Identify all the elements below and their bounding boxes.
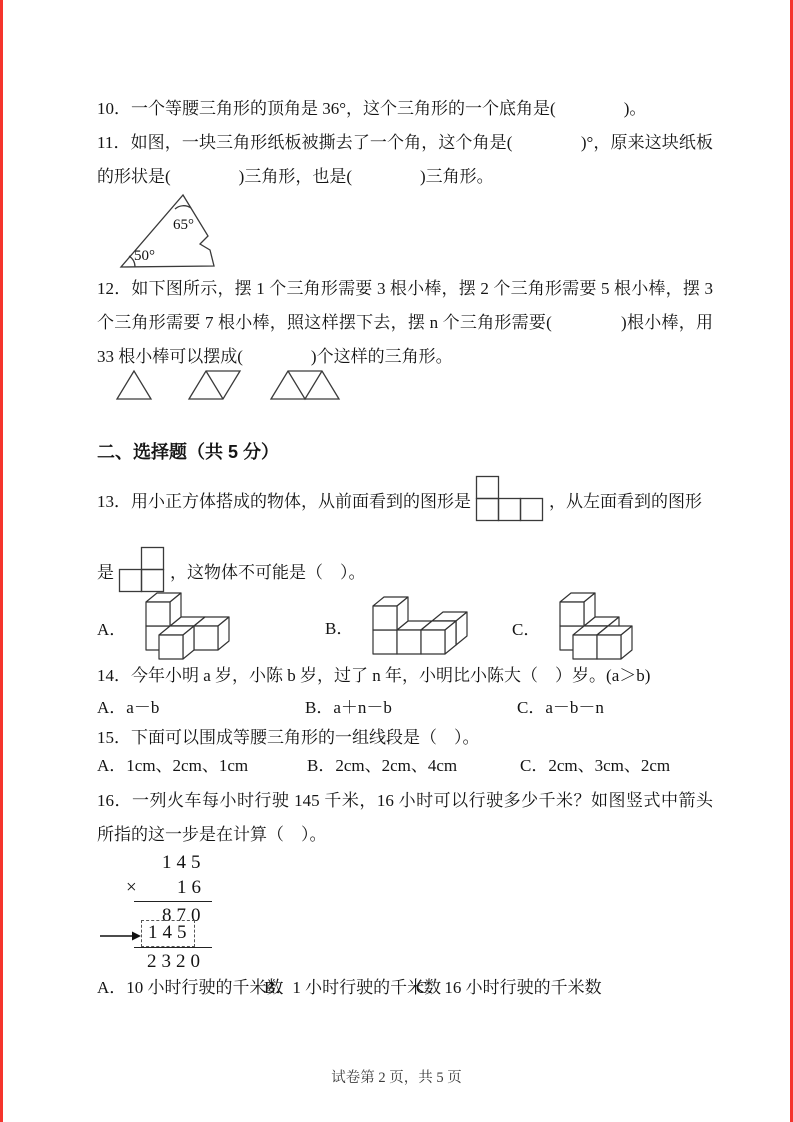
- rule-line-2: [134, 947, 212, 948]
- page-edge-left-line: [0, 0, 3, 1122]
- partial-product-1: 870: [162, 905, 206, 926]
- rule-line-1: [134, 901, 212, 902]
- final-product: 2320: [147, 951, 205, 972]
- two-triangles-figure: [187, 369, 245, 402]
- front-view-figure: [475, 475, 545, 523]
- question-14-options-row: [97, 691, 737, 725]
- stick-triangles-row: [115, 369, 343, 402]
- question-10-text: 10．一个等腰三角形的顶角是 36°，这个三角形的一个底角是( )。: [97, 99, 647, 118]
- highlighted-step-box: [141, 920, 195, 947]
- q15-option-a: A．1cm、2cm、1cm: [97, 756, 249, 775]
- question-16-options-row: [97, 971, 737, 1005]
- q15-option-c: C．2cm、3cm、2cm: [520, 756, 671, 775]
- option-a-label: A．: [97, 619, 127, 639]
- base-angle-label: 50°: [134, 248, 155, 264]
- apex-angle-arc: [175, 206, 191, 209]
- times-sign: ×: [126, 877, 142, 898]
- q14-option-c: C．a－b－n: [517, 698, 604, 717]
- question-13-line1: [97, 470, 702, 528]
- question-14-text: 14．今年小明 a 岁，小陈 b 岁，过了 n 年，小明比小陈大（ ）岁。(a＞b): [97, 666, 651, 685]
- arrow-icon: [100, 926, 142, 948]
- apex-angle-label: 65°: [173, 217, 194, 233]
- q14-option-a: A．a－b: [97, 698, 160, 717]
- partial-product-2: 145: [148, 922, 192, 943]
- question-13-part4: ，这物体不可能是（ ）。: [170, 562, 366, 582]
- one-triangle-figure: [115, 369, 155, 402]
- question-16-text: 16．一列火车每小时行驶 145 千米，16 小时可以行驶多少千米？如图竖式中箭头所指的这一步是在计算（ ）。: [97, 791, 713, 844]
- question-12-text: 12．如下图所示，摆 1 个三角形需要 3 根小棒，摆 2 个三角形需要 5 根小棒，摆 3 个三角形需要 7 根小棒，照这样摆下去，摆 n 个三角形需要( )根小棒，用 33 根小棒可以摆成( )个这样的三角形。: [97, 279, 713, 366]
- torn-triangle-figure: [110, 192, 226, 279]
- multiplier: 16: [177, 877, 206, 898]
- question-13-part2: ，从左面看到的图形: [549, 491, 702, 511]
- question-13-line2: [97, 540, 366, 600]
- question-13-part1: 13．用小正方体搭成的物体，从前面看到的图形是: [97, 491, 471, 511]
- q14-option-b: B．a＋n－b: [305, 698, 392, 717]
- q16-option-b: B．1 小时行驶的千米数: [264, 978, 442, 997]
- question-11-text: 11．如图，一块三角形纸板被撕去了一个角，这个角是( )°，原来这块纸板的形状是( )三角形，也是( )三角形。: [97, 133, 713, 186]
- q15-option-b: B．2cm、2cm、4cm: [307, 756, 458, 775]
- question-15-options-row: [97, 749, 737, 783]
- option-b-label: B．: [325, 618, 354, 638]
- question-15-text: 15．下面可以围成等腰三角形的一组线段是（ ）。: [97, 728, 480, 747]
- section-2-title: 二、选择题（共 5 分）: [97, 442, 280, 462]
- vertical-multiplication-figure: [120, 850, 270, 970]
- q16-option-a: A．10 小时行驶的千米数: [97, 978, 284, 997]
- left-view-figure: [118, 546, 166, 594]
- q16-option-c: C．16 小时行驶的千米数: [416, 978, 602, 997]
- page-footer: 试卷第 2 页，共 5 页: [331, 1070, 462, 1086]
- option-a: [97, 592, 234, 662]
- three-triangles-figure: [269, 369, 343, 402]
- option-c-label: C．: [512, 619, 541, 639]
- cube-figure-c: [548, 592, 643, 662]
- multiplicand: 145: [162, 852, 206, 873]
- option-b: [325, 592, 471, 660]
- cube-figure-a: [134, 592, 234, 662]
- cube-figure-b: [361, 592, 471, 660]
- question-13-part3: 是: [97, 562, 114, 582]
- option-c: [512, 592, 643, 662]
